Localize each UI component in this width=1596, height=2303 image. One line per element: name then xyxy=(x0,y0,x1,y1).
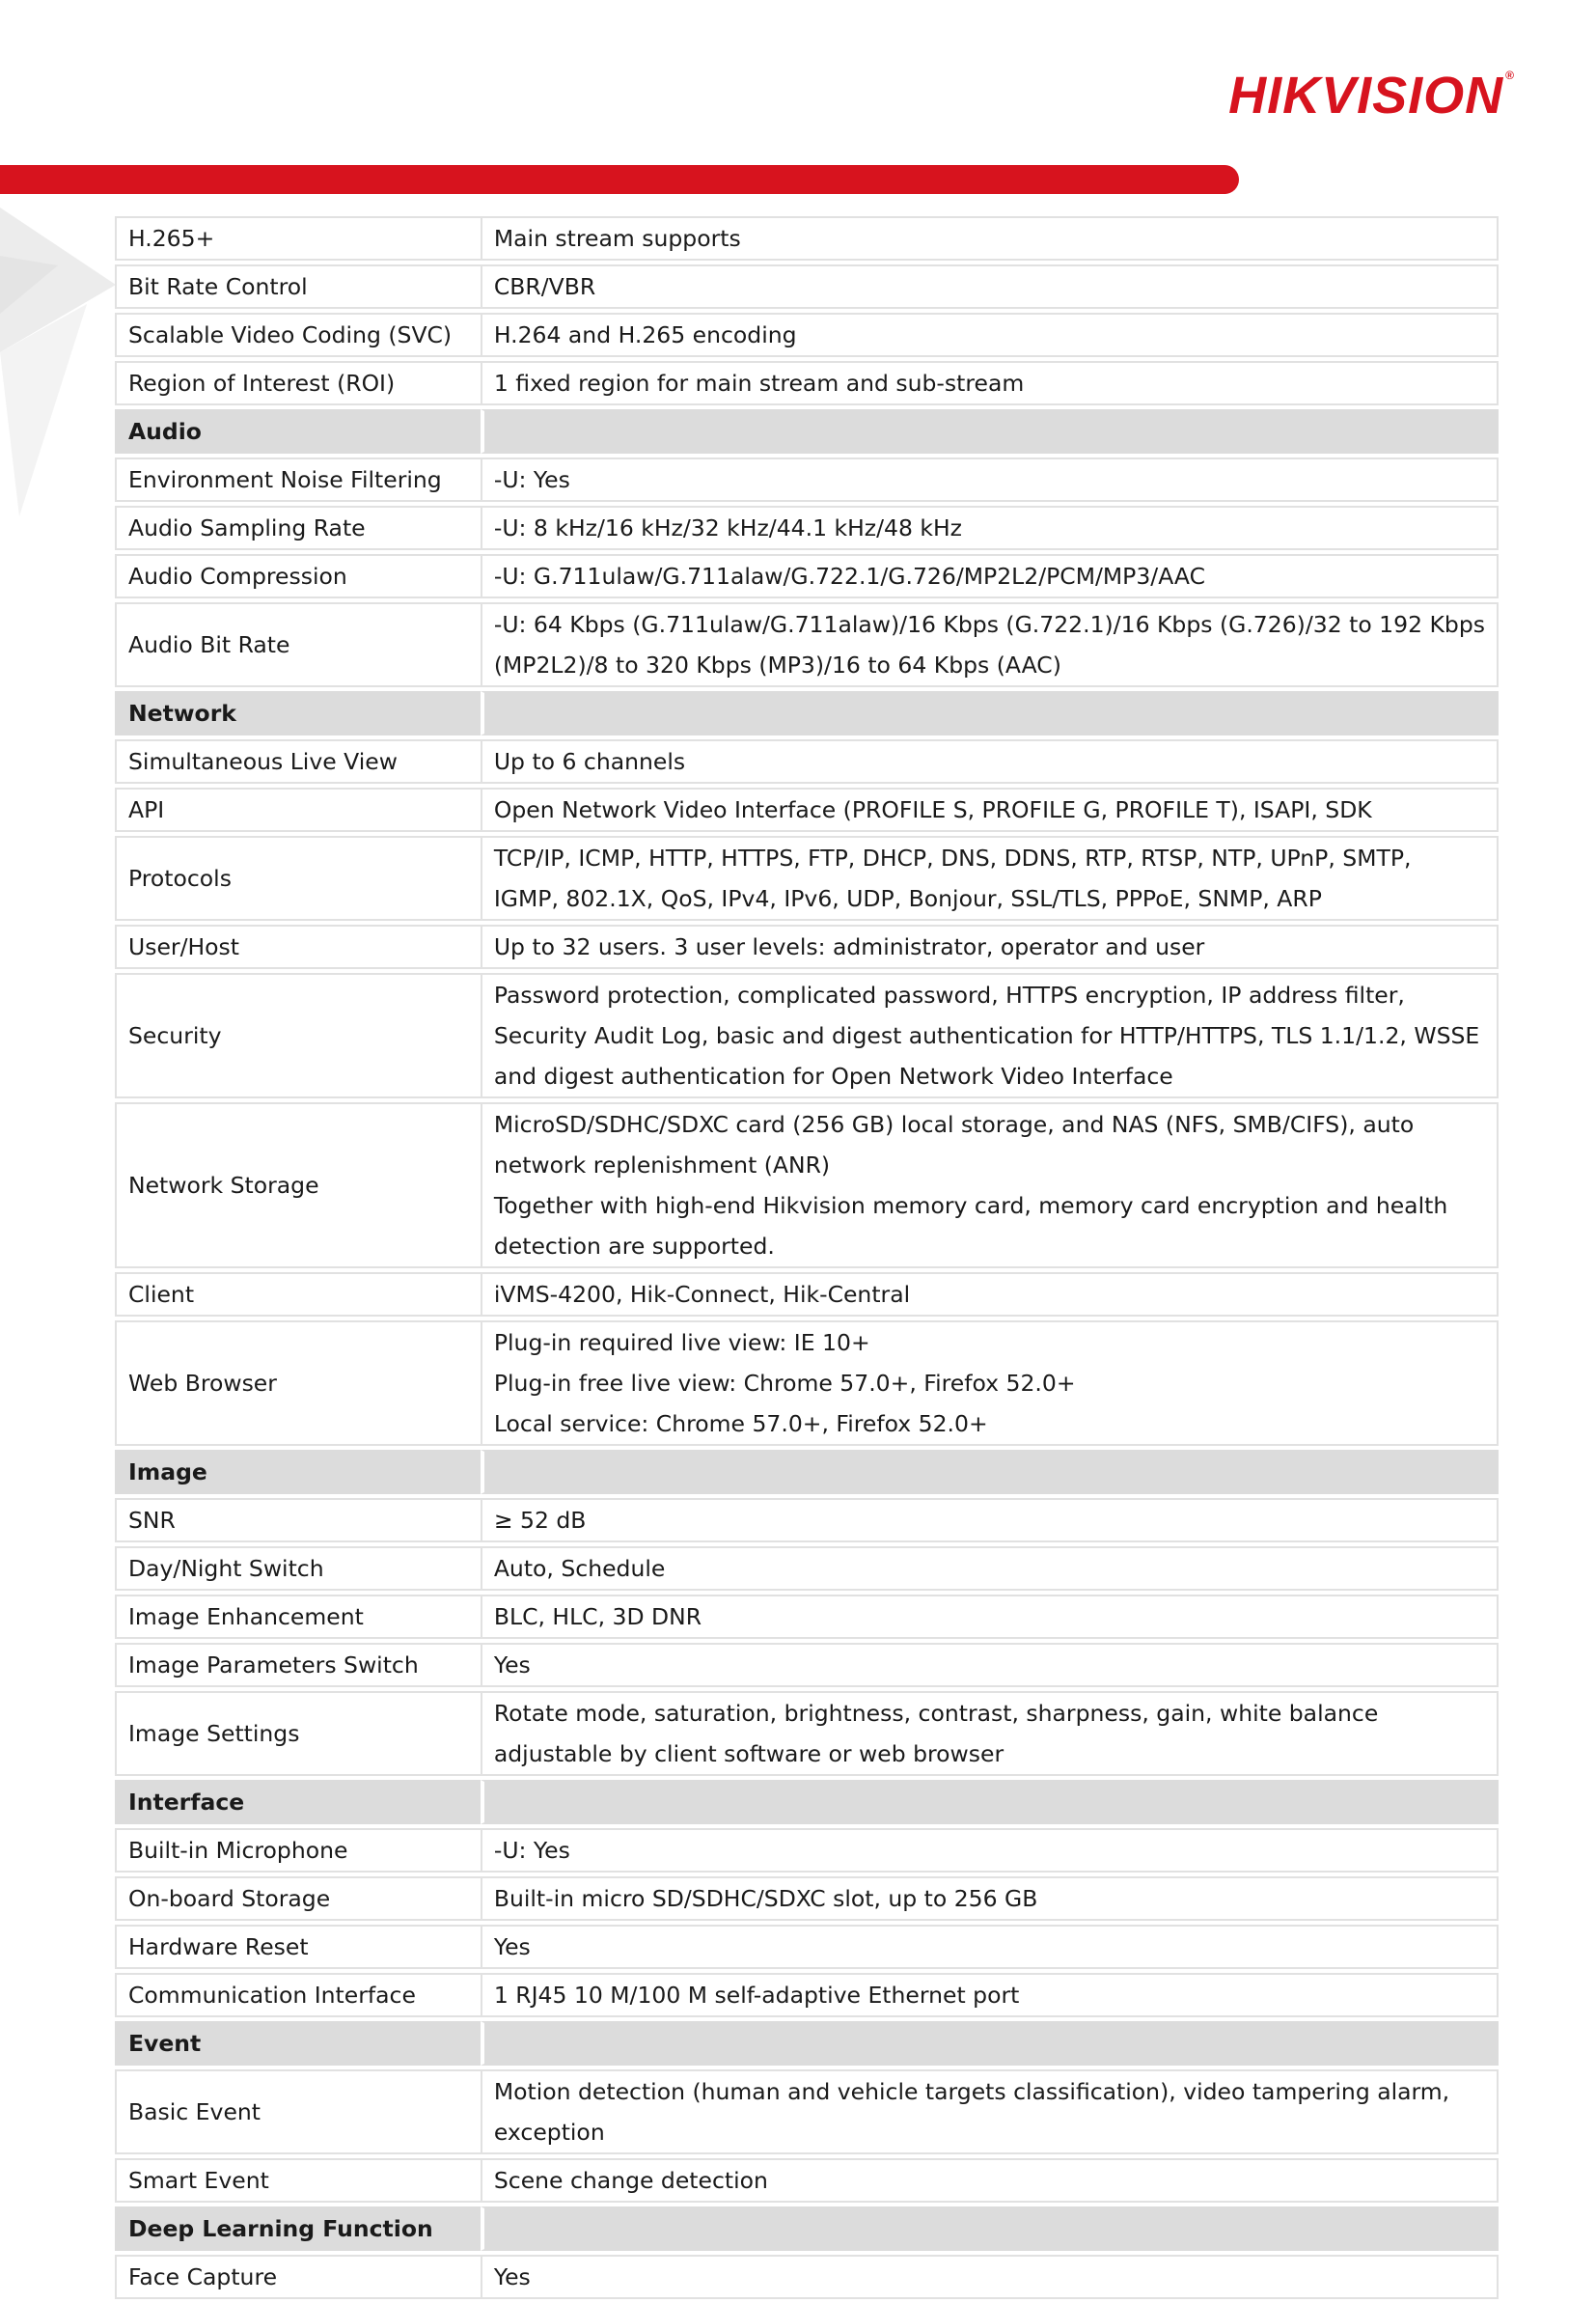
spec-row xyxy=(115,973,1499,1098)
spec-value xyxy=(481,2158,1499,2203)
spec-row xyxy=(115,1973,1499,2017)
section-filler xyxy=(481,409,1499,454)
section-filler xyxy=(481,1450,1499,1494)
spec-value-line: -U: 64 Kbps (G.711ulaw/G.711alaw)/16 Kbps (G.722.1)/16 Kbps (G.726)/32 to 192 Kbps xyxy=(493,611,1485,638)
spec-key: Day/Night Switch xyxy=(115,1546,481,1591)
spec-row xyxy=(115,458,1499,502)
spec-value xyxy=(481,1691,1499,1776)
spec-row xyxy=(115,1498,1499,1542)
spec-value xyxy=(481,2255,1499,2299)
spec-key: Protocols xyxy=(115,836,481,921)
spec-value-line: adjustable by client software or web browser xyxy=(493,1740,1004,1767)
spec-table-body xyxy=(115,216,1499,2299)
spec-value-line: Local service: Chrome 57.0+, Firefox 52.0+ xyxy=(493,1410,988,1437)
spec-value-line: (MP2L2)/8 to 320 Kbps (MP3)/16 to 64 Kbps (AAC) xyxy=(493,652,1061,679)
spec-value xyxy=(481,1643,1499,1687)
spec-row xyxy=(115,1272,1499,1317)
spec-row xyxy=(115,602,1499,687)
section-filler xyxy=(481,691,1499,735)
spec-value-line: Yes xyxy=(493,1933,531,1960)
spec-value xyxy=(481,506,1499,550)
spec-value-line: Main stream supports xyxy=(493,225,741,252)
spec-value-line: -U: 8 kHz/16 kHz/32 kHz/44.1 kHz/48 kHz xyxy=(493,514,963,541)
spec-row xyxy=(115,836,1499,921)
section-header-row xyxy=(115,2206,1499,2251)
spec-value xyxy=(481,1925,1499,1969)
section-header-row xyxy=(115,691,1499,735)
spec-value-line: BLC, HLC, 3D DNR xyxy=(493,1603,702,1630)
spec-value-line: Rotate mode, saturation, brightness, contrast, sharpness, gain, white balance xyxy=(493,1700,1379,1727)
spec-key: Environment Noise Filtering xyxy=(115,458,481,502)
section-header-row xyxy=(115,409,1499,454)
spec-value-line: -U: G.711ulaw/G.711alaw/G.722.1/G.726/MP2L2/PCM/MP3/AAC xyxy=(493,563,1205,590)
spec-value-line: ≥ 52 dB xyxy=(493,1507,587,1534)
spec-key: Smart Event xyxy=(115,2158,481,2203)
spec-table xyxy=(115,212,1499,2303)
spec-key: Network Storage xyxy=(115,1102,481,1268)
spec-row xyxy=(115,554,1499,598)
hikvision-logo xyxy=(1228,67,1515,125)
spec-value-line: -U: Yes xyxy=(493,466,570,493)
spec-value xyxy=(481,216,1499,261)
spec-key: Simultaneous Live View xyxy=(115,739,481,784)
logo-text: HIKVISION xyxy=(1228,67,1504,125)
spec-value-line: MicroSD/SDHC/SDXC card (256 GB) local storage, and NAS (NFS, SMB/CIFS), auto xyxy=(493,1111,1415,1138)
spec-row xyxy=(115,506,1499,550)
spec-key: Audio Sampling Rate xyxy=(115,506,481,550)
spec-key: Region of Interest (ROI) xyxy=(115,361,481,405)
section-filler xyxy=(481,1780,1499,1824)
spec-key: H.265+ xyxy=(115,216,481,261)
spec-key: Image Settings xyxy=(115,1691,481,1776)
spec-value-line: Auto, Schedule xyxy=(493,1555,666,1582)
spec-value-line: Yes xyxy=(493,1651,531,1679)
section-title: Event xyxy=(115,2021,481,2066)
spec-value xyxy=(481,739,1499,784)
spec-row xyxy=(115,1828,1499,1873)
spec-row xyxy=(115,1320,1499,1446)
spec-key: Bit Rate Control xyxy=(115,264,481,309)
decorative-triangles xyxy=(0,198,116,526)
spec-row xyxy=(115,1925,1499,1969)
spec-row xyxy=(115,1595,1499,1639)
header-red-bar xyxy=(0,165,1239,194)
spec-value-line: 1 RJ45 10 M/100 M self-adaptive Ethernet port xyxy=(493,1982,1020,2009)
spec-value xyxy=(481,925,1499,969)
spec-row xyxy=(115,2158,1499,2203)
spec-row xyxy=(115,739,1499,784)
spec-value-line: Security Audit Log, basic and digest authentication for HTTP/HTTPS, TLS 1.1/1.2, WSSE xyxy=(493,1022,1480,1049)
spec-value-line: CBR/VBR xyxy=(493,273,596,300)
section-title: Image xyxy=(115,1450,481,1494)
spec-value-line: and digest authentication for Open Network Video Interface xyxy=(493,1063,1173,1090)
spec-row xyxy=(115,264,1499,309)
spec-row xyxy=(115,2069,1499,2154)
spec-row xyxy=(115,2255,1499,2299)
spec-value-line: Built-in micro SD/SDHC/SDXC slot, up to 256 GB xyxy=(493,1885,1038,1912)
spec-value xyxy=(481,1546,1499,1591)
section-title: Deep Learning Function xyxy=(115,2206,481,2251)
spec-value-line: Motion detection (human and vehicle targets classification), video tampering alarm, xyxy=(493,2078,1450,2105)
section-title: Interface xyxy=(115,1780,481,1824)
spec-value-line: Open Network Video Interface (PROFILE S, PROFILE G, PROFILE T), ISAPI, SDK xyxy=(493,796,1372,823)
spec-key: On-board Storage xyxy=(115,1876,481,1921)
spec-key: Image Parameters Switch xyxy=(115,1643,481,1687)
spec-key: Communication Interface xyxy=(115,1973,481,2017)
spec-value-line: Plug-in required live view: IE 10+ xyxy=(493,1329,870,1356)
spec-value xyxy=(481,1498,1499,1542)
spec-value xyxy=(481,1828,1499,1873)
spec-value-line: detection are supported. xyxy=(493,1233,775,1260)
spec-value-line: IGMP, 802.1X, QoS, IPv4, IPv6, UDP, Bonjour, SSL/TLS, PPPoE, SNMP, ARP xyxy=(493,885,1322,912)
registered-mark: ® xyxy=(1505,69,1515,82)
spec-row xyxy=(115,216,1499,261)
spec-value xyxy=(481,1973,1499,2017)
spec-value xyxy=(481,602,1499,687)
spec-row xyxy=(115,361,1499,405)
spec-value xyxy=(481,1595,1499,1639)
spec-value xyxy=(481,313,1499,357)
section-filler xyxy=(481,2206,1499,2251)
spec-key: Scalable Video Coding (SVC) xyxy=(115,313,481,357)
spec-key: Web Browser xyxy=(115,1320,481,1446)
spec-row xyxy=(115,788,1499,832)
spec-value-line: -U: Yes xyxy=(493,1837,570,1864)
spec-value xyxy=(481,788,1499,832)
spec-row xyxy=(115,313,1499,357)
spec-value-line: 1 fixed region for main stream and sub-stream xyxy=(493,370,1025,397)
section-filler xyxy=(481,2021,1499,2066)
spec-value-line: Yes xyxy=(493,2263,531,2290)
spec-row xyxy=(115,1876,1499,1921)
spec-value xyxy=(481,1102,1499,1268)
spec-value xyxy=(481,2069,1499,2154)
spec-value xyxy=(481,458,1499,502)
spec-key: Client xyxy=(115,1272,481,1317)
spec-key: Built-in Microphone xyxy=(115,1828,481,1873)
section-title: Audio xyxy=(115,409,481,454)
spec-key: Hardware Reset xyxy=(115,1925,481,1969)
spec-value-line: Scene change detection xyxy=(493,2167,768,2194)
spec-row xyxy=(115,1643,1499,1687)
spec-key: Audio Compression xyxy=(115,554,481,598)
spec-value-line: Up to 6 channels xyxy=(493,748,686,775)
spec-value xyxy=(481,264,1499,309)
spec-value xyxy=(481,1320,1499,1446)
spec-key: Audio Bit Rate xyxy=(115,602,481,687)
spec-key: Basic Event xyxy=(115,2069,481,2154)
section-title: Network xyxy=(115,691,481,735)
spec-key: SNR xyxy=(115,1498,481,1542)
spec-value xyxy=(481,973,1499,1098)
spec-row xyxy=(115,1546,1499,1591)
spec-value-line: Together with high-end Hikvision memory card, memory card encryption and health xyxy=(493,1192,1448,1219)
spec-key: Security xyxy=(115,973,481,1098)
section-header-row xyxy=(115,1780,1499,1824)
spec-value xyxy=(481,1876,1499,1921)
section-header-row xyxy=(115,1450,1499,1494)
spec-value xyxy=(481,554,1499,598)
section-header-row xyxy=(115,2021,1499,2066)
spec-value-line: H.264 and H.265 encoding xyxy=(493,321,797,348)
spec-value-line: network replenishment (ANR) xyxy=(493,1152,831,1179)
spec-key: Face Capture xyxy=(115,2255,481,2299)
spec-key: Image Enhancement xyxy=(115,1595,481,1639)
spec-value-line: exception xyxy=(493,2119,605,2146)
spec-value-line: TCP/IP, ICMP, HTTP, HTTPS, FTP, DHCP, DNS, DDNS, RTP, RTSP, NTP, UPnP, SMTP, xyxy=(493,845,1412,872)
spec-row xyxy=(115,925,1499,969)
spec-value-line: Plug-in free live view: Chrome 57.0+, Firefox 52.0+ xyxy=(493,1370,1076,1397)
spec-row xyxy=(115,1102,1499,1268)
spec-value xyxy=(481,361,1499,405)
spec-value-line: iVMS-4200, Hik-Connect, Hik-Central xyxy=(493,1281,911,1308)
spec-value xyxy=(481,1272,1499,1317)
spec-value-line: Password protection, complicated password, HTTPS encryption, IP address filter, xyxy=(493,982,1405,1009)
spec-value-line: Up to 32 users. 3 user levels: administrator, operator and user xyxy=(493,933,1205,960)
spec-key: User/Host xyxy=(115,925,481,969)
spec-value xyxy=(481,836,1499,921)
spec-row xyxy=(115,1691,1499,1776)
spec-key: API xyxy=(115,788,481,832)
